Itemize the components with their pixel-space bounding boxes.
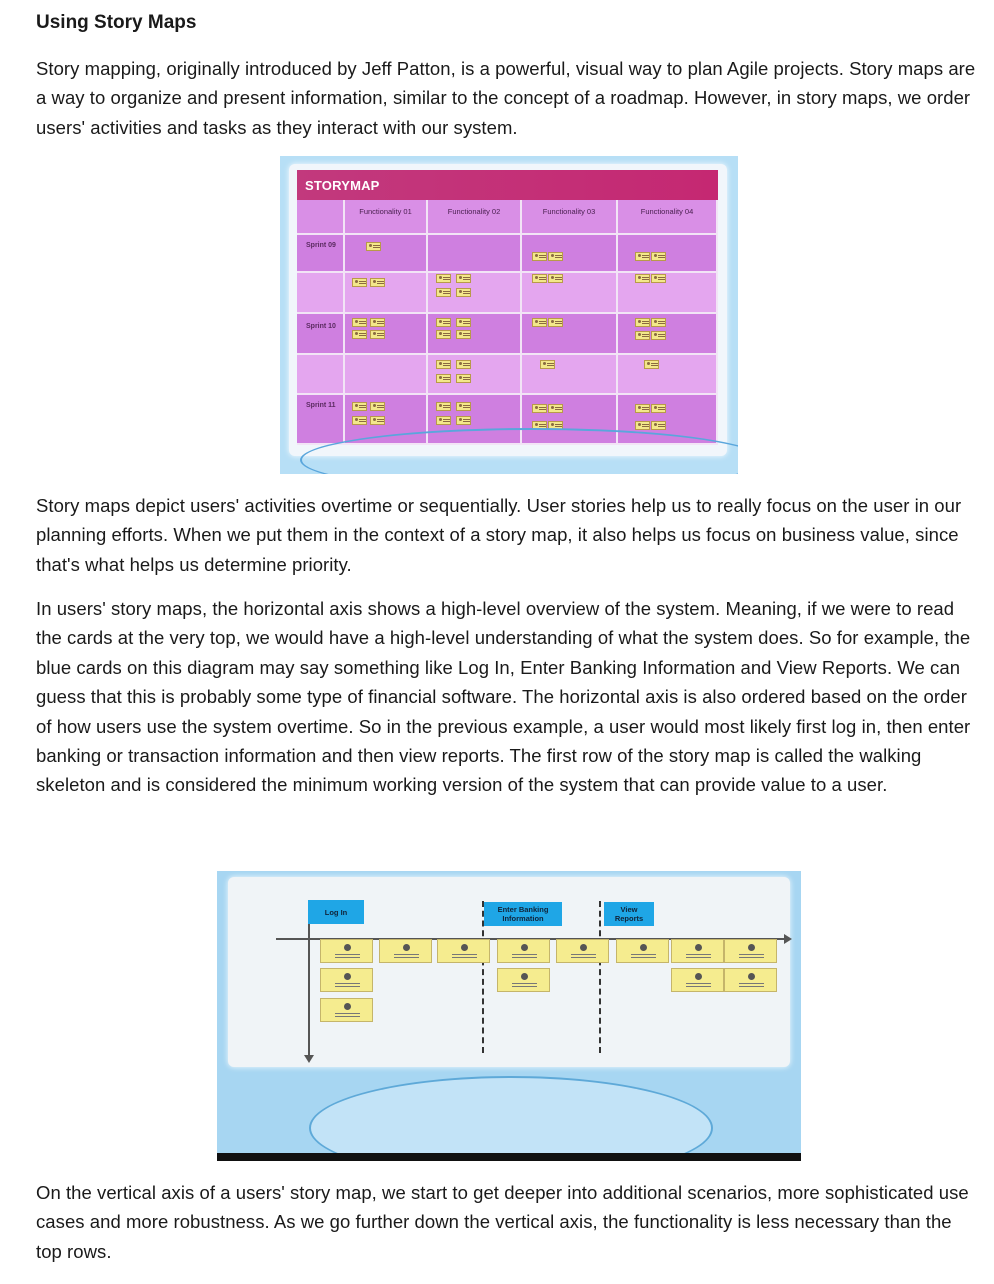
- user-story-card: [671, 939, 724, 963]
- user-story-card: [651, 404, 666, 413]
- user-story-map-board: [228, 877, 790, 1067]
- card-text-line: [631, 954, 656, 955]
- user-story-card: [635, 404, 650, 413]
- user-story-card: [370, 402, 385, 411]
- activity-divider: [599, 901, 601, 1053]
- user-story-card: [497, 968, 550, 992]
- user-icon: [640, 944, 647, 951]
- user-story-card: [352, 278, 367, 287]
- storymap-header-cell: [297, 200, 345, 235]
- storymap-cell: [618, 314, 718, 355]
- card-text-line: [452, 954, 477, 955]
- card-text-line: [335, 986, 360, 987]
- user-story-card: [456, 318, 471, 327]
- paragraph-horizontal-axis: In users' story maps, the horizontal axis shows a high-level overview of the system. Meaning, if we were to read the cards at the very top, we would have a high-level understanding of what the system does. So for example, the blue cards on this diagram may say something like Log In, Enter Banking Information and View Reports. We can guess that this is probably some type of financial software. The horizontal axis is also ordered based on the order of how users use the system overtime. So in the previous example, a user would most likely first log in, then enter banking or transaction information and then view reports. The first row of the story map is called the walking skeleton and is considered the minimum working version of the system that can provide value to a user.: [36, 598, 971, 796]
- functionality-column-label: Functionality 03: [542, 207, 596, 216]
- card-text-line: [394, 954, 419, 955]
- user-story-card: [352, 330, 367, 339]
- user-story-card: [532, 274, 547, 283]
- user-icon: [521, 944, 528, 951]
- storymap-cell: [345, 355, 428, 395]
- user-story-card: [497, 939, 550, 963]
- sprint-label: Sprint 09: [306, 242, 336, 249]
- card-text-line: [335, 954, 360, 955]
- user-story-card: [548, 404, 563, 413]
- sprint-label: Sprint 11: [306, 402, 336, 409]
- user-story-card: [370, 416, 385, 425]
- user-icon: [580, 944, 587, 951]
- user-story-card: [540, 360, 555, 369]
- user-icon: [521, 973, 528, 980]
- floor-ellipse: [309, 1076, 713, 1161]
- user-story-card: [436, 318, 451, 327]
- user-icon: [695, 944, 702, 951]
- activity-label: Enter Banking Information: [497, 905, 549, 923]
- user-icon: [403, 944, 410, 951]
- user-story-card: [436, 416, 451, 425]
- storymap-cell: [345, 235, 428, 273]
- user-story-card: [436, 360, 451, 369]
- user-story-card: [548, 252, 563, 261]
- activity-card-enter-banking: [484, 902, 562, 926]
- user-story-card: [352, 416, 367, 425]
- user-story-card: [436, 274, 451, 283]
- storymap-grid: [297, 200, 718, 445]
- user-story-card: [379, 939, 432, 963]
- user-story-card: [635, 318, 650, 327]
- user-story-card: [532, 318, 547, 327]
- card-text-line: [335, 957, 360, 958]
- activity-card-log-in: [308, 900, 364, 924]
- card-text-line: [335, 1016, 360, 1017]
- user-story-card: [671, 968, 724, 992]
- user-story-card: [437, 939, 490, 963]
- user-story-card: [635, 252, 650, 261]
- user-story-card: [616, 939, 669, 963]
- user-story-card: [436, 288, 451, 297]
- user-icon: [344, 973, 351, 980]
- storymap-header-cell: [345, 200, 428, 235]
- storymap-cell: [297, 314, 345, 355]
- card-text-line: [335, 983, 360, 984]
- user-story-card: [651, 318, 666, 327]
- sprint-label: Sprint 10: [306, 323, 336, 330]
- user-story-card: [635, 331, 650, 340]
- card-text-line: [686, 957, 711, 958]
- card-text-line: [739, 986, 764, 987]
- user-icon: [344, 1003, 351, 1010]
- user-story-card: [651, 252, 666, 261]
- user-story-map-figure: [217, 871, 801, 1161]
- storymap-header-cell: [522, 200, 618, 235]
- user-story-card: [370, 318, 385, 327]
- user-story-card: [366, 242, 381, 251]
- storymap-cell: [428, 235, 522, 273]
- paragraph-activities: Story maps depict users' activities overtime or sequentially. User stories help us to really focus on the user in our planning efforts. When we put them in the context of a story map, it also helps us focus on business value, since that's what helps us determine priority.: [36, 495, 962, 575]
- card-text-line: [739, 954, 764, 955]
- user-story-card: [320, 998, 373, 1022]
- user-icon: [748, 973, 755, 980]
- user-story-card: [456, 360, 471, 369]
- storymap-cell: [618, 273, 718, 314]
- user-story-card: [724, 939, 777, 963]
- user-story-card: [370, 330, 385, 339]
- user-icon: [461, 944, 468, 951]
- user-story-card: [352, 402, 367, 411]
- user-story-card: [651, 421, 666, 430]
- user-story-card: [320, 968, 373, 992]
- storymap-cell: [297, 355, 345, 395]
- functionality-column-label: Functionality 02: [447, 207, 501, 216]
- user-story-card: [456, 416, 471, 425]
- card-text-line: [686, 954, 711, 955]
- user-story-card: [651, 331, 666, 340]
- card-text-line: [335, 1013, 360, 1014]
- card-text-line: [512, 983, 537, 984]
- storymap-header-cell: [428, 200, 522, 235]
- page-heading: Using Story Maps: [36, 12, 197, 33]
- user-story-card: [651, 274, 666, 283]
- user-icon: [748, 944, 755, 951]
- user-story-card: [456, 374, 471, 383]
- user-story-card: [548, 274, 563, 283]
- storymap-header-cell: [618, 200, 718, 235]
- user-story-card: [644, 360, 659, 369]
- user-icon: [695, 973, 702, 980]
- user-story-card: [532, 252, 547, 261]
- storymap-cell: [618, 235, 718, 273]
- card-text-line: [571, 957, 596, 958]
- user-story-card: [436, 330, 451, 339]
- user-icon: [344, 944, 351, 951]
- storymap-cell: [297, 273, 345, 314]
- user-story-card: [724, 968, 777, 992]
- card-text-line: [571, 954, 596, 955]
- storymap-title: STORYMAP: [305, 178, 380, 193]
- user-story-card: [370, 278, 385, 287]
- activity-card-view-reports: [604, 902, 654, 926]
- card-text-line: [631, 957, 656, 958]
- user-story-card: [548, 318, 563, 327]
- video-bottom-bar: [217, 1153, 801, 1161]
- intro-paragraph: Story mapping, originally introduced by Jeff Patton, is a powerful, visual way to plan Agile projects. Story maps are a way to organize and present information, similar to the concept of a roadmap. However, in story maps, we order users' activities and tasks as they interact with our system.: [36, 58, 976, 138]
- functionality-column-label: Functionality 01: [359, 207, 412, 216]
- storymap-header: [297, 170, 718, 200]
- activity-label: Log In: [324, 907, 348, 917]
- card-text-line: [512, 957, 537, 958]
- card-text-line: [739, 957, 764, 958]
- card-text-line: [394, 957, 419, 958]
- user-story-card: [635, 274, 650, 283]
- user-story-card: [352, 318, 367, 327]
- card-text-line: [512, 986, 537, 987]
- card-text-line: [452, 957, 477, 958]
- storymap-figure: [280, 156, 738, 474]
- user-story-card: [436, 402, 451, 411]
- horizontal-axis-arrow-icon: [784, 934, 792, 944]
- user-story-card: [436, 374, 451, 383]
- card-text-line: [686, 983, 711, 984]
- user-story-card: [456, 402, 471, 411]
- activity-label: View Reports: [614, 905, 644, 923]
- user-story-card: [456, 274, 471, 283]
- user-story-card: [456, 330, 471, 339]
- user-story-card: [635, 421, 650, 430]
- card-text-line: [686, 986, 711, 987]
- user-story-card: [456, 288, 471, 297]
- card-text-line: [739, 983, 764, 984]
- paragraph-vertical-axis: On the vertical axis of a users' story map, we start to get deeper into additional scenarios, more sophisticated use cases and more robustness. As we go further down the vertical axis, the functionality is less necessary than the top rows.: [36, 1182, 969, 1262]
- user-story-card: [532, 404, 547, 413]
- storymap-cell: [522, 355, 618, 395]
- vertical-axis-arrow-icon: [304, 1055, 314, 1063]
- user-story-card: [556, 939, 609, 963]
- user-story-card: [320, 939, 373, 963]
- card-text-line: [512, 954, 537, 955]
- functionality-column-label: Functionality 04: [640, 207, 694, 216]
- storymap-cell: [618, 355, 718, 395]
- vertical-axis: [308, 907, 310, 1057]
